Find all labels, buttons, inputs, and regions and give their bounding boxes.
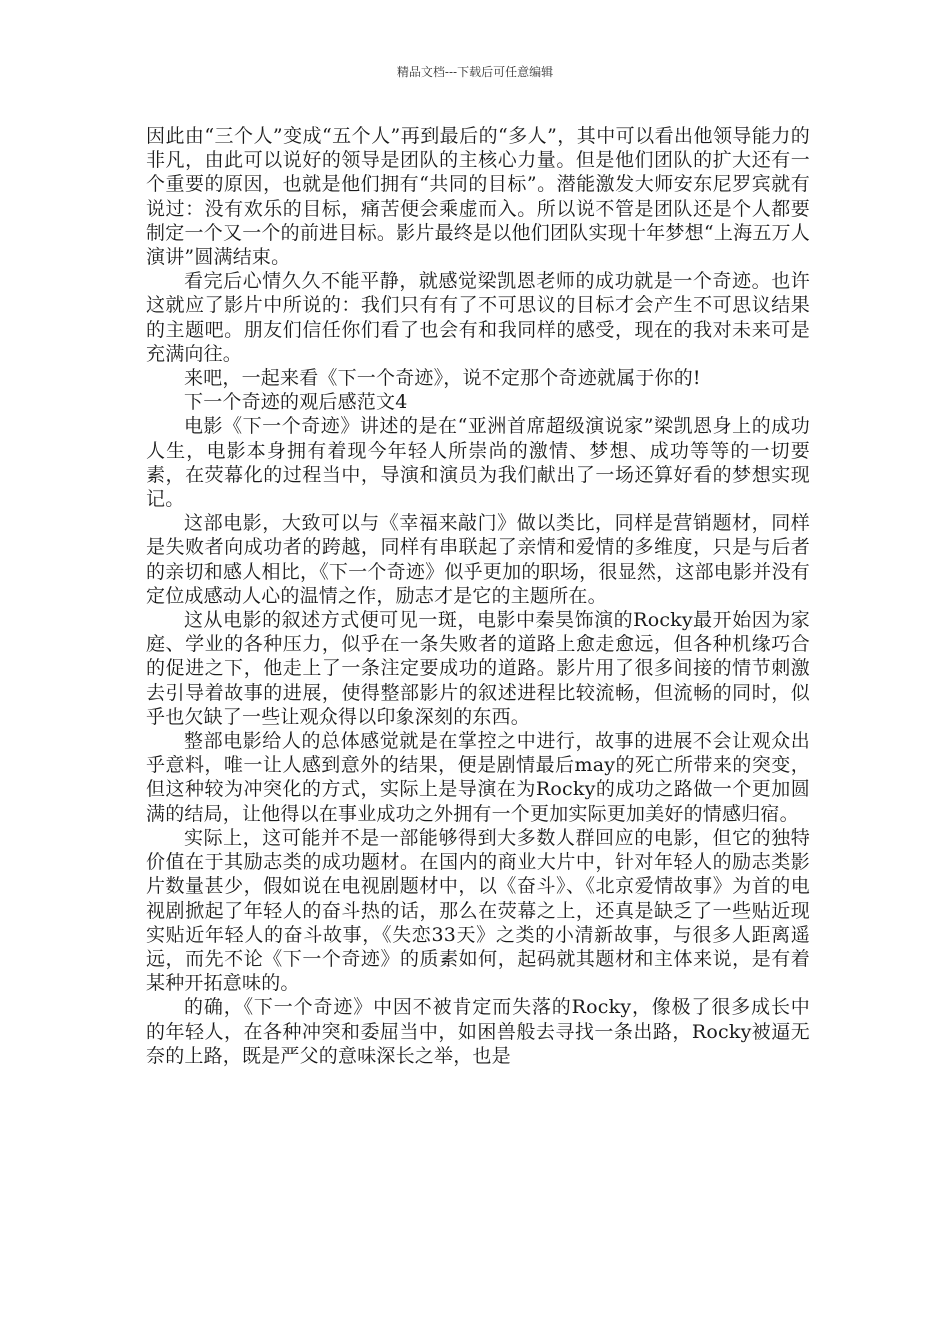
paragraph: 实际上，这可能并不是一部能够得到大多数人群回应的电影，但它的独特价值在于其励志类的成功题材。在国内的商业大片中，针对年轻人的励志类影片数量甚少，假如说在电视剧题材中，以《奋斗》、《北京爱情故事》为首的电视剧掀起了年轻人的奋斗热的话，那么在荧幕之上，还真是缺乏了一些贴近现实贴近年轻人的奋斗故事，《失恋33天》之类的小清新故事，与很多人距离遥远，而先不论《下一个奇迹》的质素如何，起码就其题材和主体来说，是有着某种开拓意味的。: [146, 826, 810, 995]
paragraph: 的确，《下一个奇迹》中因不被肯定而失落的Rocky，像极了很多成长中的年轻人，在各种冲突和委屈当中，如困兽般去寻找一条出路，Rocky被逼无奈的上路，既是严父的意味深长之举，也是: [146, 996, 810, 1067]
paragraph: 这部电影，大致可以与《幸福来敲门》做以类比，同样是营销题材，同样是失败者向成功者的跨越，同样有串联起了亲情和爱情的多维度，只是与后者的亲切和感人相比，《下一个奇迹》似乎更加的职场，很显然，这部电影并没有定位成感动人心的温情之作，励志才是它的主题所在。: [146, 512, 810, 607]
section-heading: 下一个奇迹的观后感范文4: [184, 391, 408, 414]
paragraph: 这从电影的叙述方式便可见一斑，电影中秦昊饰演的Rocky最开始因为家庭、学业的各种压力，似乎在一条失败者的道路上愈走愈远，但各种机缘巧合的促进之下，他走上了一条注定要成功的道路。影片用了很多间接的情节刺激去引导着故事的进展，使得整部影片的叙述进程比较流畅，但流畅的同时，似乎也欠缺了一些让观众得以印象深刻的东西。: [146, 609, 810, 728]
paragraph: 来吧，一起来看《下一个奇迹》，说不定那个奇迹就属于你的!: [184, 367, 701, 390]
page-header: 精品文档---下载后可任意编辑: [396, 65, 554, 79]
paragraph: 看完后心情久久不能平静，就感觉梁凯恩老师的成功就是一个奇迹。也许这就应了影片中所说的：我们只有有了不可思议的目标才会产生不可思议结果的主题吧。朋友们信任你们看了也会有和我同样的感受，现在的我对未来可是充满向往。: [146, 270, 810, 365]
paragraph: 整部电影给人的总体感觉就是在掌控之中进行，故事的进展不会让观众出乎意料，唯一让人感到意外的结果，便是剧情最后may的死亡所带来的突变，但这种较为冲突化的方式，实际上是导演在为Rocky的成功之路做一个更加圆满的结局，让他得以在事业成功之外拥有一个更加实际更加美好的情感归宿。: [146, 730, 810, 825]
paragraph: 因此由“三个人”变成“五个人”再到最后的“多人”，其中可以看出他领导能力的非凡，由此可以说好的领导是团队的主核心力量。但是他们团队的扩大还有一个重要的原因，也就是他们拥有“共同的目标”。潜能激发大师安东尼罗宾就有说过：没有欢乐的目标，痛苦便会乘虚而入。所以说不管是团队还是个人都要制定一个又一个的前进目标。影片最终是以他们团队实现十年梦想“上海五万人演讲”圆满结束。: [146, 125, 810, 269]
paragraph: 电影《下一个奇迹》讲述的是在“亚洲首席超级演说家”梁凯恩身上的成功人生，电影本身拥有着现今年轻人所崇尚的激情、梦想、成功等等的一切要素，在荧幕化的过程当中，导演和演员为我们献出了一场还算好看的梦想实现记。: [146, 415, 810, 511]
document-body: [146, 124, 810, 1068]
